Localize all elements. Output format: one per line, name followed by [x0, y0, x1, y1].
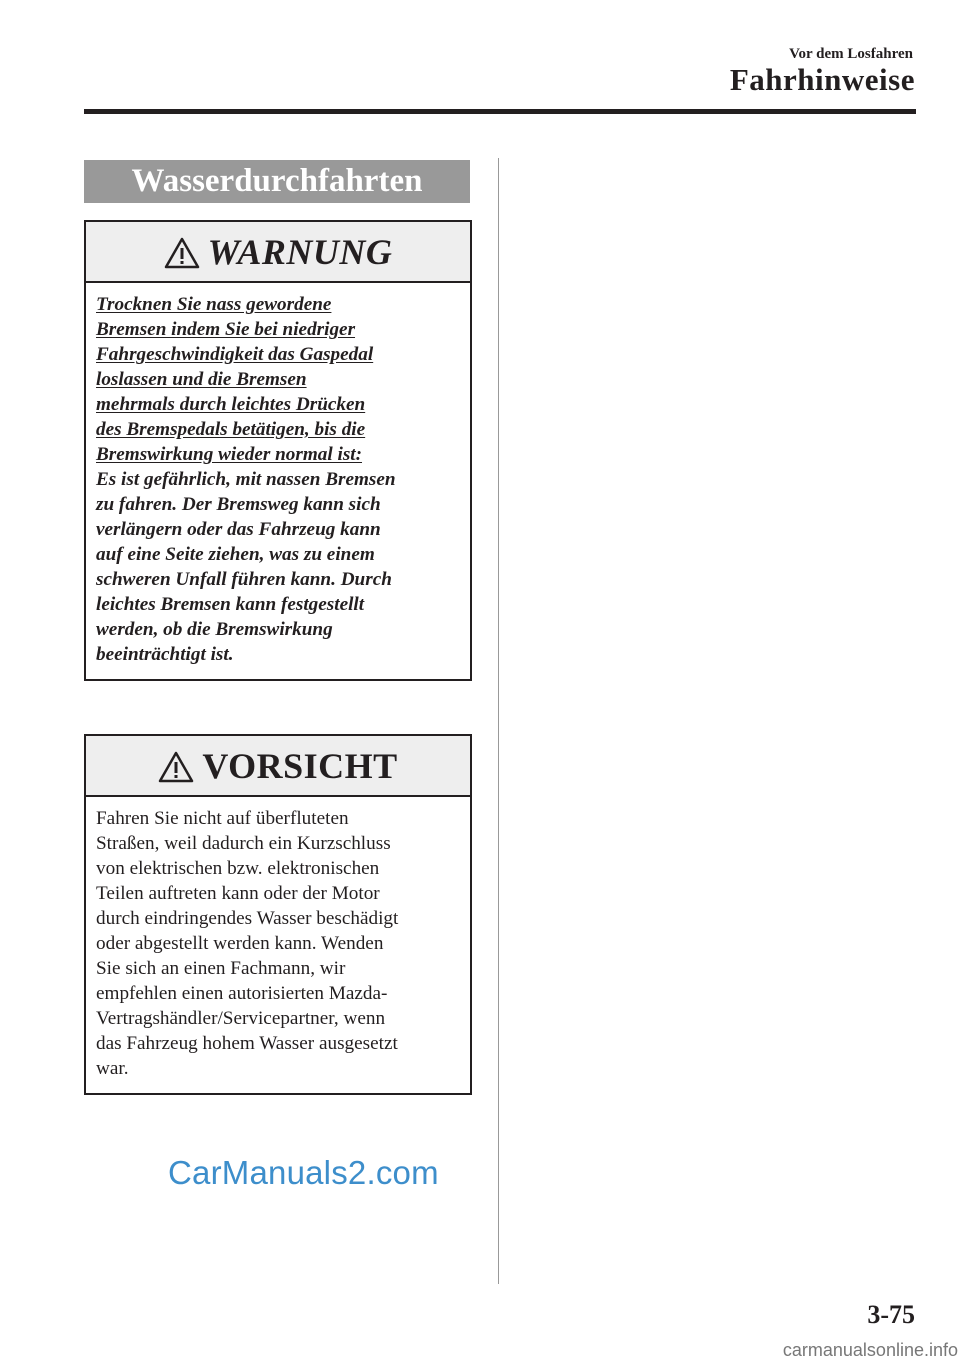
- warning-line: auf eine Seite ziehen, was zu einem: [96, 544, 375, 565]
- caution-line: oder abgestellt werden kann. Wenden: [96, 933, 384, 954]
- warning-line: beeinträchtigt ist.: [96, 644, 234, 665]
- caution-text: [86, 797, 470, 1093]
- warning-underlined-line: Bremsen indem Sie bei niedriger: [96, 319, 356, 340]
- warning-underlined-line: loslassen und die Bremsen: [96, 369, 307, 390]
- watermark: CarManuals2.com: [168, 1154, 439, 1191]
- warning-title: WARNUNG: [207, 231, 393, 272]
- warning-text: [86, 283, 470, 679]
- warning-underlined-line: Bremswirkung wieder normal ist:: [96, 444, 363, 465]
- warning-underlined-line: mehrmals durch leichtes Drücken: [96, 394, 366, 415]
- header-rule: [84, 109, 916, 114]
- chapter-label: Vor dem Losfahren: [789, 46, 913, 62]
- caution-title: VORSICHT: [202, 745, 398, 786]
- warning-line: werden, ob die Bremswirkung: [96, 619, 333, 640]
- warning-line: Es ist gefährlich, mit nassen Bremsen: [96, 469, 396, 490]
- warning-line: zu fahren. Der Bremsweg kann sich: [96, 494, 381, 515]
- warning-box: [84, 220, 472, 681]
- caution-line: Straßen, weil dadurch ein Kurzschluss: [96, 833, 391, 854]
- caution-line: Teilen auftreten kann oder der Motor: [96, 883, 380, 904]
- caution-header: [86, 736, 470, 797]
- page-number: 3-75: [867, 1300, 915, 1329]
- warning-triangle-icon: [164, 237, 200, 269]
- caution-box: [84, 734, 472, 1095]
- warning-underlined-line: des Bremspedals betätigen, bis die: [96, 419, 366, 440]
- section-title: Wasserdurchfahrten: [84, 160, 470, 203]
- warning-triangle-icon: [158, 751, 194, 783]
- warning-line: verlängern oder das Fahrzeug kann: [96, 519, 381, 540]
- caution-line: Vertragshändler/Servicepartner, wenn: [96, 1008, 386, 1029]
- warning-underlined-line: Trocknen Sie nass gewordene: [96, 294, 332, 315]
- warning-line: leichtes Bremsen kann festgestellt: [96, 594, 365, 615]
- caution-line: empfehlen einen autorisierten Mazda-: [96, 983, 388, 1004]
- caution-line: Sie sich an einen Fachmann, wir: [96, 958, 346, 979]
- caution-line: war.: [96, 1058, 129, 1079]
- caution-line: das Fahrzeug hohem Wasser ausgesetzt: [96, 1033, 398, 1054]
- warning-header: [86, 222, 470, 283]
- caution-line: durch eindringendes Wasser beschädigt: [96, 908, 399, 929]
- warning-line: schweren Unfall führen kann. Durch: [96, 569, 392, 590]
- caution-line: Fahren Sie nicht auf überfluteten: [96, 808, 349, 829]
- footer-watermark: carmanualsonline.info: [782, 1340, 958, 1360]
- page-title: Fahrhinweise: [729, 62, 915, 97]
- caution-line: von elektrischen bzw. elektronischen: [96, 858, 380, 879]
- column-divider: [498, 158, 499, 1284]
- warning-underlined-line: Fahrgeschwindigkeit das Gaspedal: [96, 344, 374, 365]
